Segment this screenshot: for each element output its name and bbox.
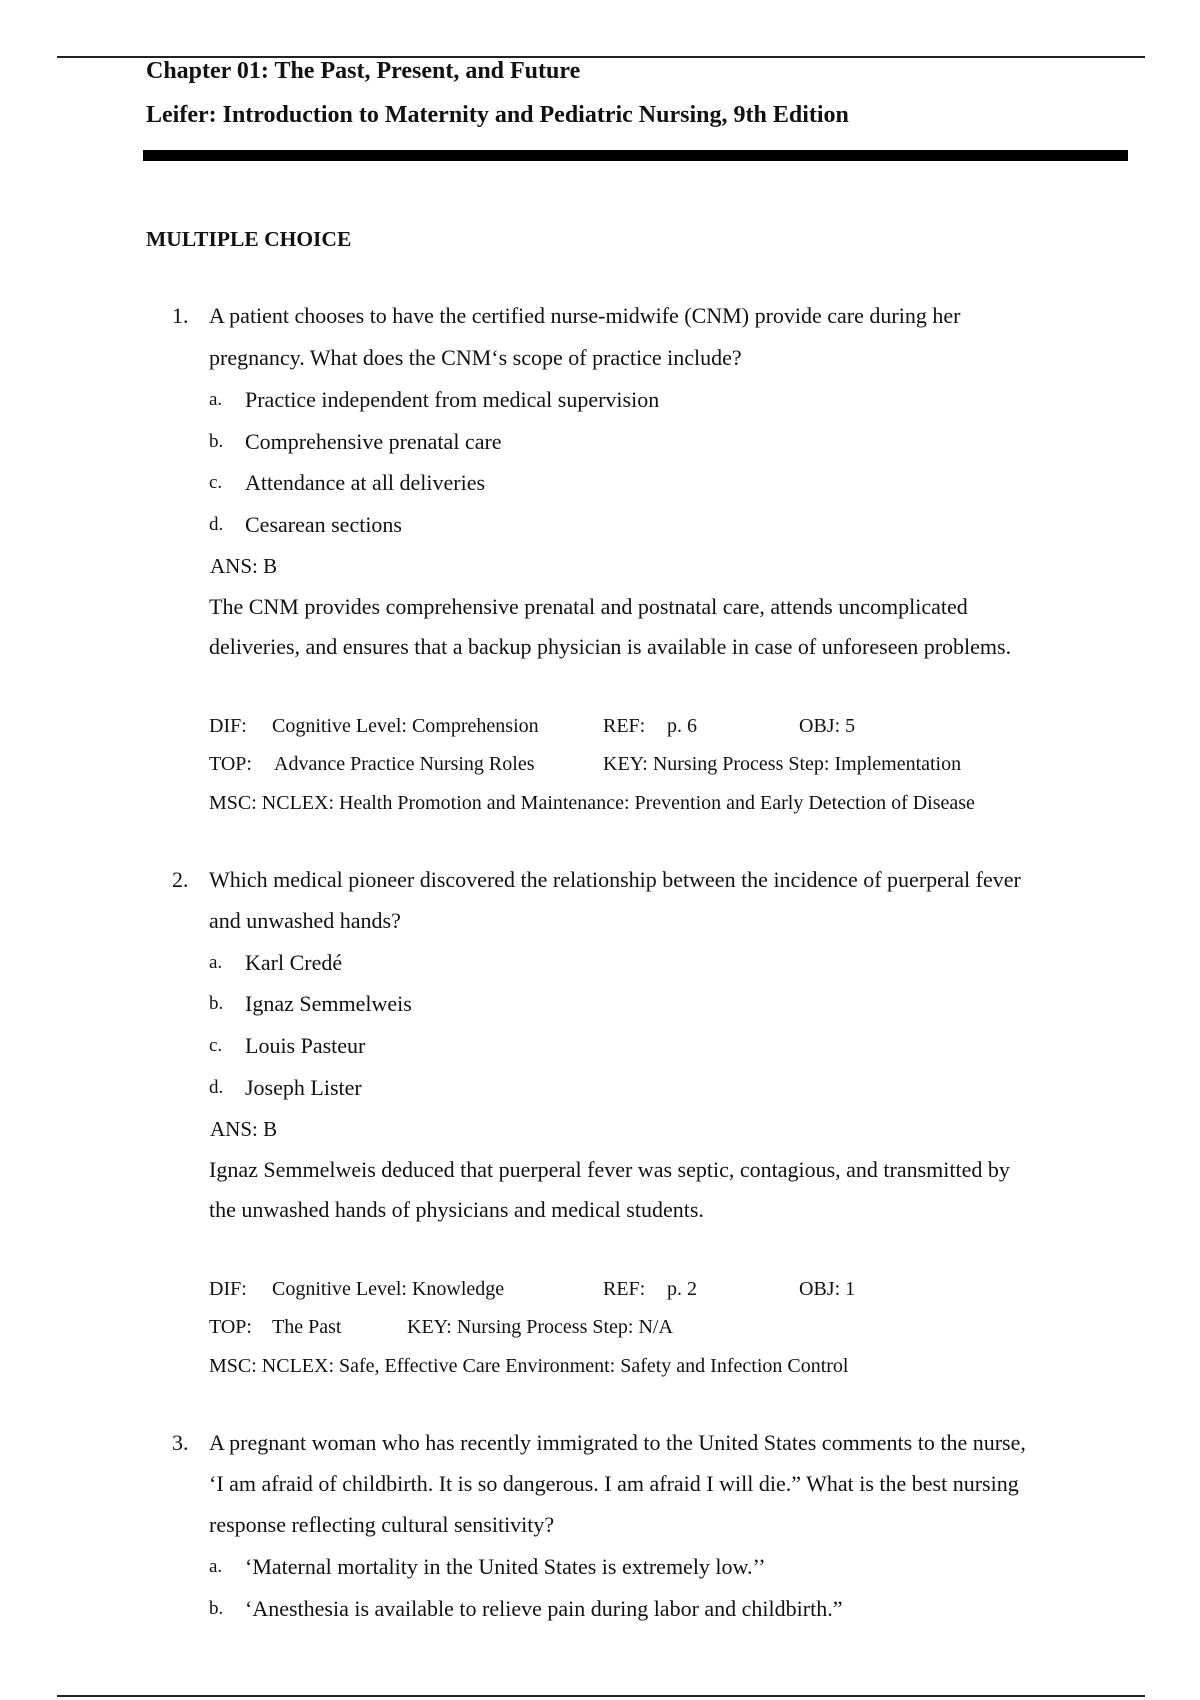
option-letter: c.	[209, 1035, 223, 1056]
answer-key: ANS: B	[210, 1117, 278, 1141]
option-text: ‘Maternal mortality in the United States is extremely low.’’	[245, 1554, 766, 1579]
top-label: TOP:	[209, 1316, 252, 1338]
option-text: Louis Pasteur	[245, 1033, 366, 1058]
key-value: KEY: Nursing Process Step: N/A	[407, 1316, 673, 1338]
option-letter: d.	[209, 1077, 224, 1098]
msc-value: MSC: NCLEX: Health Promotion and Maintenance: Prevention and Early Detection of Disease	[209, 792, 975, 814]
option-letter: c.	[209, 472, 223, 493]
question-number: 2.	[172, 867, 189, 892]
option-letter: d.	[209, 514, 224, 535]
rationale-line: the unwashed hands of physicians and medical students.	[209, 1197, 704, 1222]
key-value: KEY: Nursing Process Step: Implementation	[603, 753, 962, 775]
option-letter: a.	[209, 952, 223, 973]
dif-label: DIF:	[209, 1278, 247, 1300]
option-letter: a.	[209, 389, 223, 410]
question-stem-line: pregnancy. What does the CNM‘s scope of practice include?	[209, 345, 742, 370]
top-label: TOP:	[209, 753, 252, 775]
question-number: 1.	[172, 303, 189, 328]
top-value: Advance Practice Nursing Roles	[274, 753, 535, 775]
ref-value: p. 2	[667, 1278, 697, 1300]
section-title: MULTIPLE CHOICE	[146, 227, 352, 251]
option-text: Comprehensive prenatal care	[245, 429, 502, 454]
ref-label: REF:	[603, 1278, 646, 1300]
question-number: 3.	[172, 1430, 189, 1455]
question-stem-line: response reflecting cultural sensitivity?	[209, 1512, 555, 1537]
option-text: Joseph Lister	[245, 1075, 362, 1100]
option-letter: b.	[209, 1598, 224, 1619]
question-stem-line: and unwashed hands?	[209, 908, 401, 933]
option-text: Cesarean sections	[245, 512, 402, 537]
ref-value: p. 6	[667, 715, 697, 737]
option-text: ‘Anesthesia is available to relieve pain during labor and childbirth.”	[245, 1596, 843, 1621]
option-letter: a.	[209, 1556, 223, 1577]
dif-value: Cognitive Level: Comprehension	[272, 715, 539, 737]
option-text: Practice independent from medical supervision	[245, 387, 660, 412]
dif-label: DIF:	[209, 715, 247, 737]
question-stem-line: A pregnant woman who has recently immigrated to the United States comments to the nurse,	[209, 1430, 1026, 1455]
question-stem-line: A patient chooses to have the certified nurse-midwife (CNM) provide care during her	[209, 303, 961, 328]
bottom-rule	[57, 1695, 1145, 1697]
ref-label: REF:	[603, 715, 646, 737]
obj-value: OBJ: 5	[799, 715, 856, 737]
option-text: Ignaz Semmelweis	[245, 991, 412, 1016]
header-divider	[143, 150, 1128, 161]
option-letter: b.	[209, 993, 224, 1014]
dif-value: Cognitive Level: Knowledge	[272, 1278, 505, 1300]
book-title: Leifer: Introduction to Maternity and Pediatric Nursing, 9th Edition	[146, 102, 849, 128]
option-text: Karl Credé	[245, 950, 343, 975]
msc-value: MSC: NCLEX: Safe, Effective Care Environment: Safety and Infection Control	[209, 1355, 849, 1377]
option-text: Attendance at all deliveries	[245, 470, 486, 495]
rationale-line: Ignaz Semmelweis deduced that puerperal fever was septic, contagious, and transmitted by	[209, 1157, 1010, 1182]
obj-value: OBJ: 1	[799, 1278, 856, 1300]
answer-key: ANS: B	[210, 554, 278, 578]
question-stem-line: ‘I am afraid of childbirth. It is so dangerous. I am afraid I will die.” What is the best nursing	[209, 1471, 1019, 1496]
rationale-line: The CNM provides comprehensive prenatal and postnatal care, attends uncomplicated	[209, 594, 968, 619]
chapter-title: Chapter 01: The Past, Present, and Future	[146, 58, 581, 84]
rationale-line: deliveries, and ensures that a backup physician is available in case of unforeseen problems.	[209, 634, 1012, 659]
top-value: The Past	[272, 1316, 342, 1338]
question-stem-line: Which medical pioneer discovered the relationship between the incidence of puerperal fever	[209, 867, 1021, 892]
option-letter: b.	[209, 431, 224, 452]
